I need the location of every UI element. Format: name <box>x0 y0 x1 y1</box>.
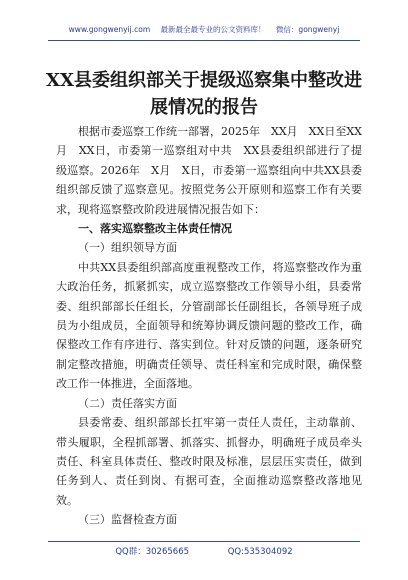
document-title: XX县委组织部关于提级巡察集中整改进展情况的报告 <box>46 70 362 118</box>
footer-divider <box>48 541 360 542</box>
footer <box>0 545 408 557</box>
body-paragraph-2: 县委常委、组织部部长扛牢第一责任人责任，主动靠前、带头履职，全程抓部署、抓落实、抓督办，明确班子成员牵头责任、科室具体责任、整改时限及标准，层层压实责任，做到任务到人、责任到岗、有据可查，全面推动巡察整改落地见效。 <box>56 416 362 507</box>
website-link[interactable]: www.gongwenyij.com <box>68 25 151 34</box>
wechat-text: 微信：gongwenyj <box>275 25 340 34</box>
slogan-text: 最新最全最专业的公文资料库！ <box>160 25 266 34</box>
qq-group-text: QQ群：30265665 <box>115 547 190 557</box>
subsection-heading-2: （二）责任落实方面 <box>78 396 177 410</box>
intro-paragraph: 根据市委巡察工作统一部署，2025年 XX月 XX日至XX月 XX日，市委第一巡察组对中共 XX县委组织部进行了提级巡察。2026年 X月 X日，市委第一巡察组向中共XX县委组织部反馈了巡察意见。按照党务公开原则和巡察工作有关要求，现将巡察整改阶段进展情况报告如下： <box>56 125 362 216</box>
body-paragraph-1: 中共XX县委组织部高度重视整改工作，将巡察整改作为重大政治任务，抓紧抓实，成立巡察整改工作领导小组，县委常委、组织部部长任组长，分管副部长任副组长，各领导班子成员为小组成员，全面领导和统筹协调反馈问题的整改工作，确保整改工作有序进行、落实到位。针对反馈的问题，逐条研究制定整改措施，明确责任领导、责任科室和完成时限，确保整改工作一体推进，全面落地。 <box>56 260 362 391</box>
subsection-heading-3: （三）监督检查方面 <box>78 513 177 527</box>
document-body <box>56 122 362 530</box>
header-divider <box>48 40 360 41</box>
subsection-heading-1: （一）组织领导方面 <box>78 241 177 255</box>
qq-text: QQ:535304092 <box>227 547 293 557</box>
header-banner <box>0 24 408 35</box>
section-heading-1: 一、落实巡察整改主体责任情况 <box>78 222 232 236</box>
